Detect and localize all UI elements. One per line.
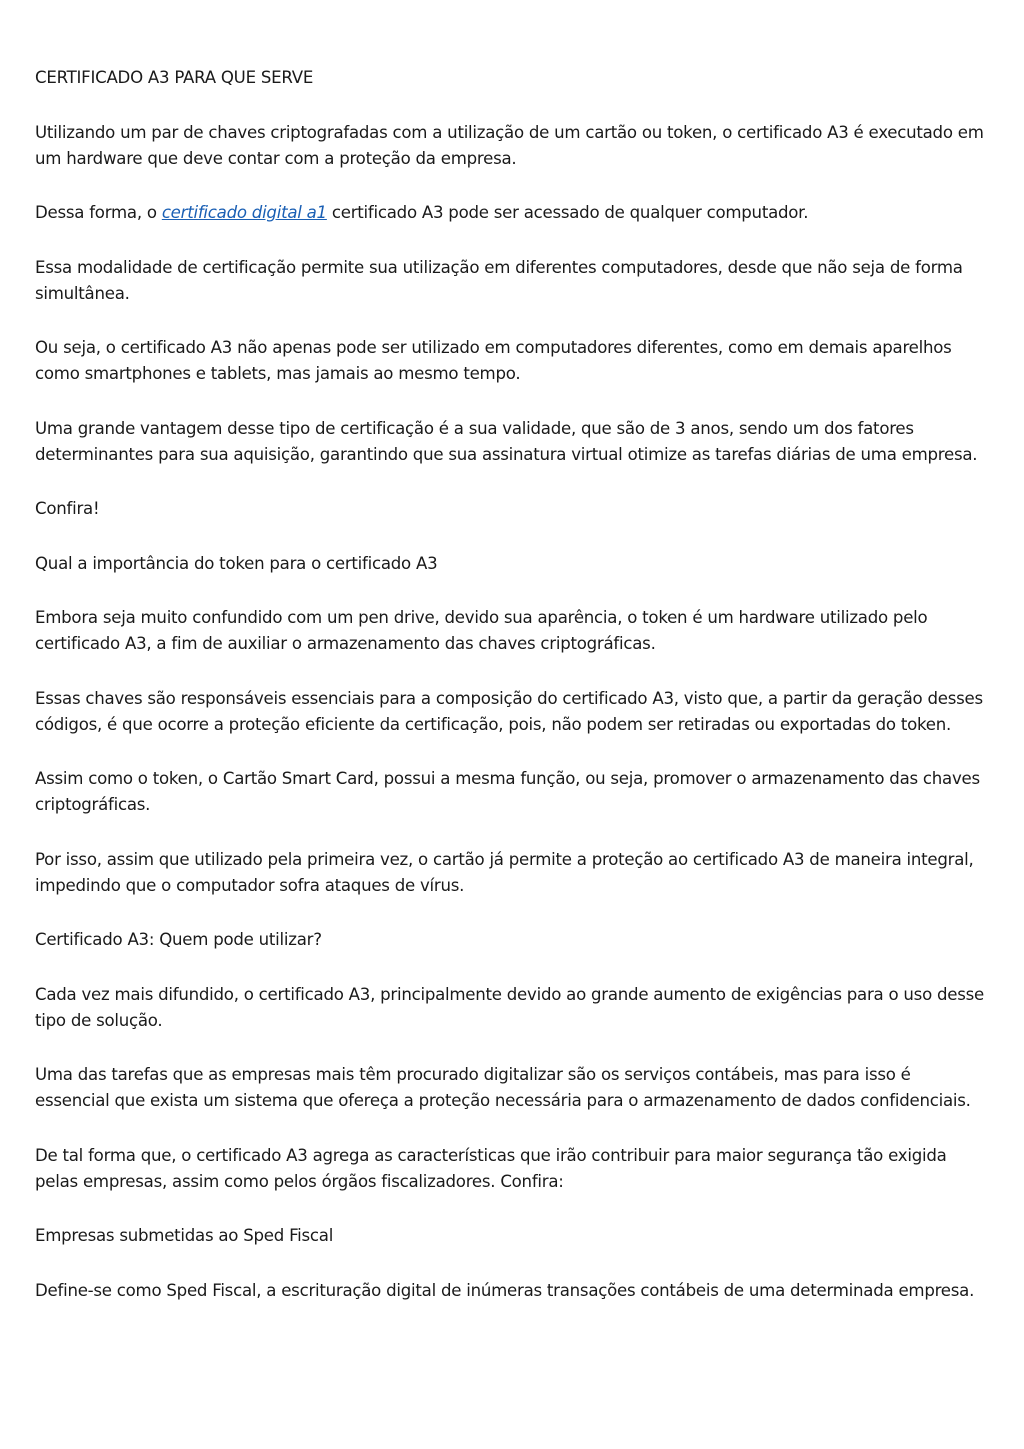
certificado-a1-link[interactable]: certificado digital a1 <box>161 203 327 222</box>
paragraph-2 <box>35 200 988 226</box>
paragraph-7: Embora seja muito confundido com um pen drive, devido sua aparência, o token é um hardware utilizado pelo certificado A3, a fim de auxiliar o armazenamento das chaves criptográficas. <box>35 608 928 653</box>
paragraph-8: Essas chaves são responsáveis essenciais para a composição do certificado A3, visto que, a partir da geração desses códigos, é que ocorre a proteção eficiente da certificação, pois, não podem ser retiradas ou exportadas do token. <box>35 688 983 734</box>
paragraph-4: Ou seja, o certificado A3 não apenas pode ser utilizado em computadores diferentes, como em demais aparelhos como smartphones e tablets, mas jamais ao mesmo tempo. <box>35 338 952 383</box>
section-heading-token: Qual a importância do token para o certificado A3 <box>35 553 438 573</box>
paragraph-5: Uma grande vantagem desse tipo de certificação é a sua validade, que são de 3 anos, sendo um dos fatores determinantes para sua aquisição, garantindo que sua assinatura virtual otimize as tarefas diárias de uma empresa. <box>35 418 978 464</box>
paragraph-6: Confira! <box>35 499 100 518</box>
paragraph-12: Uma das tarefas que as empresas mais têm procurado digitalizar são os serviços contábeis, mas para isso é essencial que exista um sistema que ofereça a proteção necessária para o armazenamento de dados confidenciais. <box>35 1065 971 1110</box>
paragraph-9: Assim como o token, o Cartão Smart Card, possui a mesma função, ou seja, promover o armazenamento das chaves criptográficas. <box>35 769 980 814</box>
paragraph-3: Essa modalidade de certificação permite sua utilização em diferentes computadores, desde que não seja de forma simultânea. <box>35 257 963 303</box>
paragraph-11: Cada vez mais difundido, o certificado A3, principalmente devido ao grande aumento de exigências para o uso desse tipo de solução. <box>35 984 984 1030</box>
paragraph-1: Utilizando um par de chaves criptografadas com a utilização de um cartão ou token, o certificado A3 é executado em um hardware que deve contar com a proteção da empresa. <box>35 122 984 168</box>
paragraph-2-before: Dessa forma, o <box>35 203 162 222</box>
paragraph-10: Por isso, assim que utilizado pela primeira vez, o cartão já permite a proteção ao certificado A3 de maneira integral, impedindo que o computador sofra ataques de vírus. <box>35 849 974 895</box>
paragraph-2-after: certificado A3 pode ser acessado de qualquer computador. <box>326 203 809 222</box>
document-title: CERTIFICADO A3 PARA QUE SERVE <box>35 68 314 87</box>
section-heading-sped: Empresas submetidas ao Sped Fiscal <box>35 1226 334 1245</box>
section-heading-quem-pode: Certificado A3: Quem pode utilizar? <box>35 930 322 949</box>
paragraph-14: Define-se como Sped Fiscal, a escrituração digital de inúmeras transações contábeis de uma determinada empresa. <box>35 1280 975 1300</box>
paragraph-13: De tal forma que, o certificado A3 agrega as características que irão contribuir para maior segurança tão exigida pelas empresas, assim como pelos órgãos fiscalizadores. Confira: <box>35 1145 947 1191</box>
